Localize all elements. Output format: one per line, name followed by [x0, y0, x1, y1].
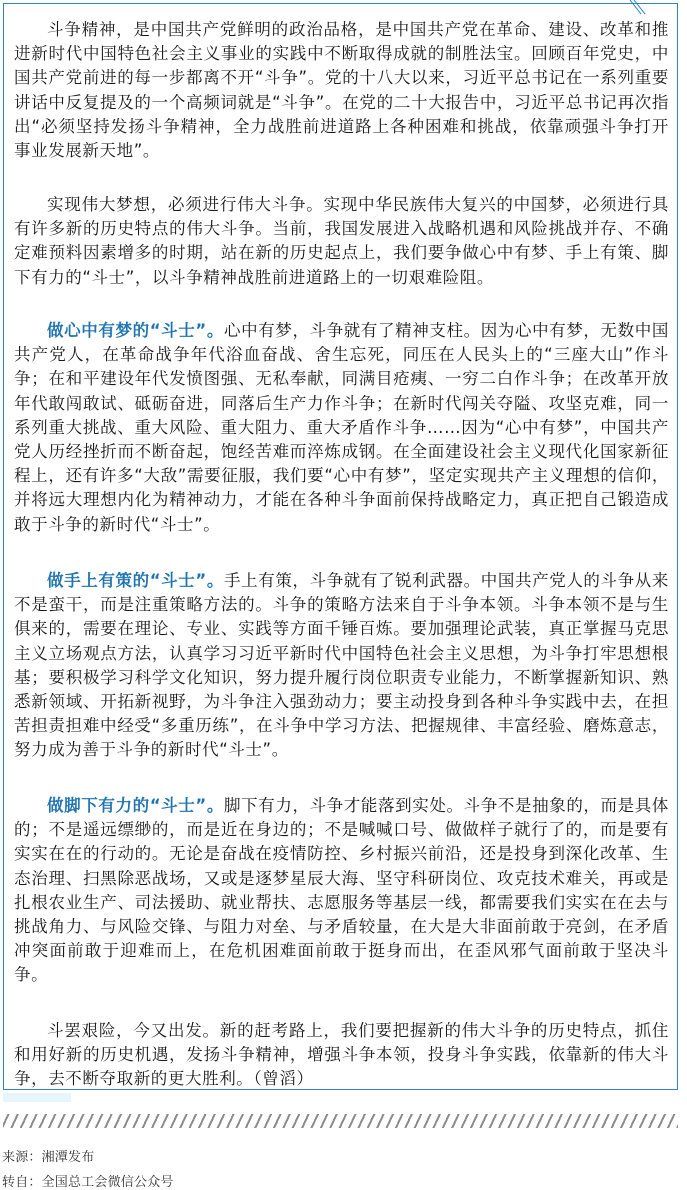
section-heading-dream: 做心中有梦的“斗士”。 — [47, 321, 224, 340]
source-label: 来源：湘潭发布 — [2, 1150, 95, 1165]
paragraph-text: 实现伟大梦想，必须进行伟大斗争。实现中华民族伟大复兴的中国梦，必须进行具有许多新的历史特点的伟大斗争。当前，我国发展进入战略机遇和风险挑战并存、不确定难预料因素增多的时期，站在新的历史起点上，我们要争做心中有梦、手上有策、脚下有力的“斗士”，以斗争精神战胜前进道路上的一切艰难险阻。 — [14, 195, 669, 287]
paragraph-text: 脚下有力，斗争才能落到实处。斗争不是抽象的，而是具体的；不是遥远缥缈的，而是近在身边的；不是喊喊口号、做做样子就行了的，而是要有实实在在的行动的。无论是奋战在疫情防控、乡村振兴前沿，还是投身到深化改革、生态治理、扫黑除恶战场，又或是逐梦星辰大海、坚守科研岗位、攻克技术难关，再或是扎根农业生产、司法援助、就业帮扶、志愿服务等基层一线，都需要我们实实在在去与挑战角力、与风险交锋、与阻力对垒、与矛盾较量，在大是大非面前敢于亮剑，在矛盾冲突面前敢于迎难而上，在危机困难面前敢于挺身而出，在歪风邪气面前敢于坚决斗争。 — [14, 796, 669, 985]
corner-decoration-icon — [631, 4, 651, 18]
paragraph-strategy — [14, 569, 669, 763]
section-heading-action: 做脚下有力的“斗士”。 — [47, 796, 224, 815]
paragraph-great-struggle — [14, 193, 669, 290]
paragraph-intro — [14, 18, 669, 163]
paragraph-conclusion — [14, 1019, 669, 1092]
article-box — [3, 3, 678, 1090]
hatched-divider — [3, 1114, 678, 1128]
repost-label: 转自：全国总工会微信公众号 — [2, 1175, 174, 1190]
decorative-strip — [3, 1093, 71, 1102]
paragraph-text: 心中有梦，斗争就有了精神支柱。因为心中有梦，无数中国共产党人，在革命战争年代浴血奋战、舍生忘死，同压在人民头上的“三座大山”作斗争；在和平建设年代发愤图强、无私奉献，同满目疮痍、一穷二白作斗争；在改革开放年代敢闯敢试、砥砺奋进，同落后生产力作斗争；在新时代闯关夺隘、攻坚克难，同一系列重大挑战、重大风险、重大阻力、重大矛盾作斗争……因为“心中有梦”，中国共产党人历经挫折而不断奋起，饱经苦难而淬炼成钢。在全面建设社会主义现代化国家新征程上，还有许多“大敌”需要征服，我们要“心中有梦”，坚定实现共产主义理想的信仰，并将远大理想内化为精神动力，才能在各种斗争面前保持战略定力，真正把自己锻造成敢于斗争的新时代“斗士”。 — [14, 321, 669, 534]
paragraph-text: 斗罢艰险，今又出发。新的赶考路上，我们要把握新的伟大斗争的历史特点，抓住和用好新的历史机遇，发扬斗争精神，增强斗争本领，投身斗争实践，依靠新的伟大斗争，去不断夺取新的更大胜利。（曾滔） — [14, 1021, 669, 1089]
paragraph-action — [14, 794, 669, 988]
paragraph-text: 斗争精神，是中国共产党鲜明的政治品格，是中国共产党在革命、建设、改革和推进新时代中国特色社会主义事业的实践中不断取得成就的制胜法宝。回顾百年党史，中国共产党前进的每一步都离不开“斗争”。党的十八大以来，习近平总书记在一系列重要讲话中反复提及的一个高频词就是“斗争”。在党的二十大报告中，习近平总书记再次指出“必须坚持发扬斗争精神，全力战胜前进道路上各种困难和挑战，依靠顽强斗争打开事业发展新天地”。 — [14, 20, 669, 161]
paragraph-text: 手上有策，斗争就有了锐利武器。中国共产党人的斗争从来不是蛮干，而是注重策略方法的。斗争的策略方法来自于斗争本领。斗争本领不是与生俱来的，需要在理论、专业、实践等方面千锤百炼。要加强理论武装，真正掌握马克思主义立场观点方法，认真学习习近平新时代中国特色社会主义思想，为斗争打牢思想根基；要积极学习科学文化知识，努力提升履行岗位职责专业能力，不断掌握新知识、熟悉新领域、开拓新视野，为斗争注入强劲动力；要主动投身到各种斗争实践中去，在担苦担责担难中经受“多重历练”，在斗争中学习方法、把握规律、丰富经验、磨炼意志，努力成为善于斗争的新时代“斗士”。 — [14, 571, 669, 760]
section-heading-strategy: 做手上有策的“斗士”。 — [47, 571, 224, 590]
paragraph-dream — [14, 319, 669, 537]
